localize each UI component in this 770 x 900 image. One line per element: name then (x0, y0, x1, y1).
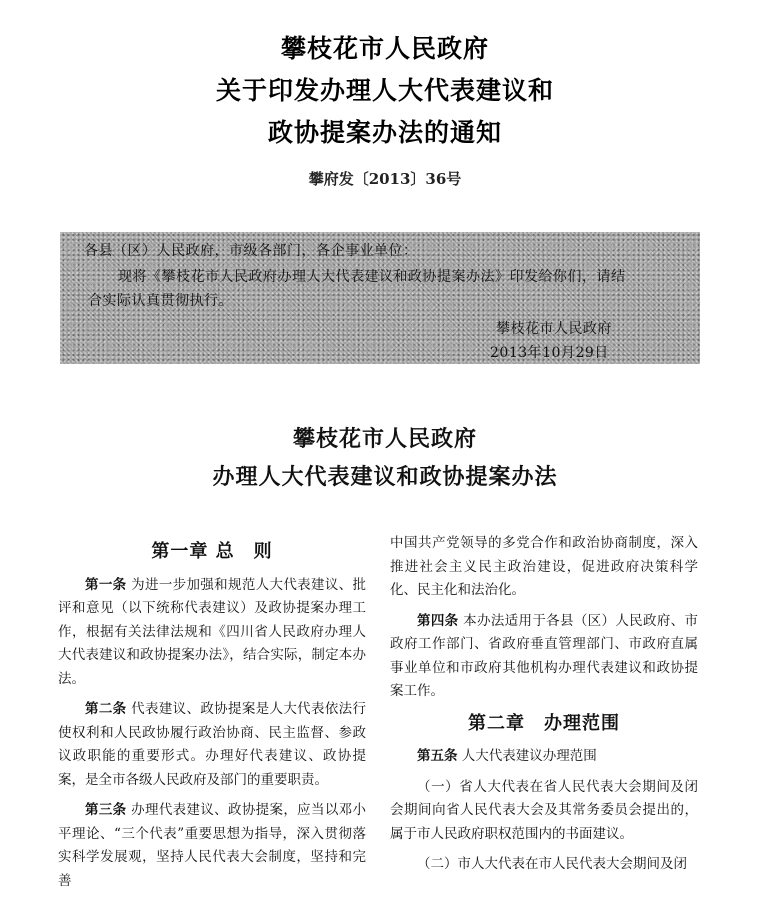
chapter-1-heading (58, 540, 366, 564)
notice-title-line-2: 关于印发办理人大代表建议和 (215, 76, 554, 105)
notice-title-line-3: 政协提案办法的通知 (267, 118, 502, 147)
article-5-text: 人大代表建议办理范围 (461, 748, 597, 764)
article-1-label: 第一条 (85, 576, 127, 593)
article-2-label: 第二条 (85, 701, 127, 717)
article-5 (390, 745, 698, 769)
article-2-text: 代表建议、政协提案是人大代表依法行使权利和人民政协履行政治协商、民主监督、参政议政职能的重要形式。办理好代表建议、政协提案，是全市各级人民政府及部门的重要职责。 (58, 701, 367, 788)
notice-body-line-1: 现将《攀枝花市人民政府办理人大代表建议和政协提案办法》印发给你们，请结 (118, 269, 626, 285)
article-3-label: 第三条 (85, 802, 127, 818)
notice-title-line-1: 攀枝花市人民政府 (280, 34, 489, 63)
measures-title (0, 420, 770, 496)
article-3 (58, 799, 366, 893)
article-1 (58, 574, 366, 692)
chapter-1-title: 总 则 (215, 541, 273, 562)
notice-body-box (60, 232, 700, 364)
article-4 (390, 610, 698, 704)
article-2 (58, 698, 366, 792)
article-5-label: 第五条 (417, 748, 458, 764)
article-4-text: 本办法适用于各县（区）人民政府、市政府工作部门、省政府垂直管理部门、市政府直属事业单位和市政府其他机构办理代表建议和政协提案工作。 (390, 612, 699, 699)
right-column (390, 532, 698, 884)
measures-title-line-2: 办理人大代表建议和政协提案办法 (212, 464, 558, 490)
article-3-text: 办理代表建议、政协提案，应当以邓小平理论、“三个代表”重要思想为指导，深入贯彻落实科学发展观，坚持人民代表大会制度，坚持和完善 (58, 802, 367, 889)
document-number: 攀府发〔2013〕36号 (308, 170, 462, 188)
left-column (58, 532, 366, 900)
notice-recipients: 各县（区）人民政府，市级各部门，各企事业单位： (84, 243, 418, 259)
notice-issuer: 攀枝花市人民政府 (496, 321, 612, 337)
notice-body-line-2: 合实际认真贯彻执行。 (88, 293, 233, 309)
article-1-text: 为进一步加强和规范人大代表建议、批评和意见（以下统称代表建议）及政协提案办理工作，根据有关法律法规和《四川省人民政府办理人大代表建议和政协提案办法》，结合实际，制定本办法。 (58, 576, 367, 687)
chapter-1-number: 第一章 (151, 541, 209, 562)
notice-title (0, 28, 770, 154)
article-4-label: 第四条 (417, 612, 459, 629)
measures-title-line-1: 攀枝花市人民政府 (292, 426, 477, 452)
notice-date: 2013年10月29日 (490, 345, 609, 361)
article-3-continued: 中国共产党领导的多党合作和政治协商制度，深入推进社会主义民主政治建设，促进政府决策科学化、民主化和法治化。 (390, 535, 698, 598)
article-5-item-2: （二）市人大代表在市人民代表大会期间及闭 (417, 856, 687, 872)
article-5-item-1: （一）省人大代表在省人民代表大会期间及闭会期间向省人民代表大会及其常务委员会提出的，属于市人民政府职权范围内的书面建议。 (390, 778, 698, 842)
chapter-2-heading: 第二章 办理范围 (468, 712, 620, 734)
